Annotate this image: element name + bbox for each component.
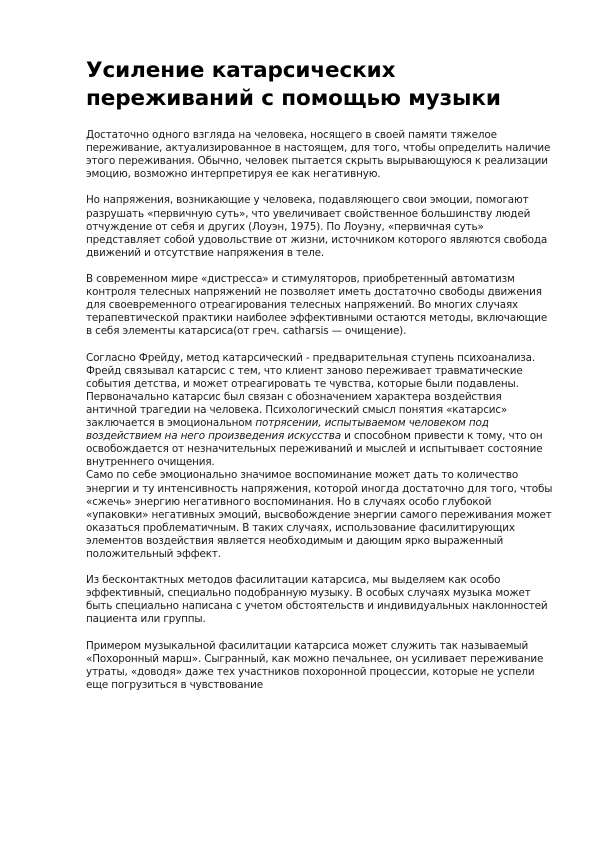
- paragraph-3: В современном мире «дистресса» и стимуляторов, приобретенный автоматизм контроля телесных напряжений не позволяет иметь достаточно свободы движения для своевременного отреагирования телесных напряжений. Во многих случаях терапевтической практики наиболее эффективными остаются методы, включающие в себя элементы катарсиса(от греч. catharsis — очищение).: [86, 273, 548, 338]
- title-line-1: Усиление катарсических: [86, 58, 396, 83]
- paragraph-4-text-a: Согласно Фрейду, метод катарсический - предварительная ступень психоанализа. Фрейд связывал катарсис с тем, что клиент заново переживает травматические события детства, и может отреагировать те чувства, которые были подавлены. Первоначально катарсис был связан с обозначением характера воздействия античной трагедии на человека. Психологический смысл понятия «катарсис» заключается в эмоциональном: [86, 351, 536, 430]
- paragraph-4-emphasis: потрясении, испытываемом человеком под воздействием на него произведения искусства: [86, 417, 489, 443]
- page-title: [86, 57, 555, 113]
- title-line-2: переживаний с помощью музыки: [86, 86, 501, 111]
- paragraph-1: Достаточно одного взгляда на человека, носящего в своей памяти тяжелое переживание, актуализированное в настоящем, для того, чтобы определить наличие этого переживания. Обычно, человек пытается скрыть вырывающуюся к реализации эмоцию, возможно интерпретируя ее как негативную.: [86, 129, 551, 181]
- paragraph-6: Из бесконтактных методов фасилитации катарсиса, мы выделяем как особо эффективный, специально подобранную музыку. В особых случаях музыка может быть специально написана с учетом обстоятельств и индивидуальных наклонностей пациента или группы.: [86, 574, 548, 626]
- paragraph-5: Само по себе эмоционально значимое воспоминание может дать то количество энергии и ту интенсивность напряжения, которой иногда достаточно для того, чтобы «сжечь» энергию негативного воспоминания. Но в случаях особо глубокой «упаковки» негативных эмоций, высвобождение энергии самого переживания может оказаться проблематичным. В таких случаях, использование фасилитирующих элементов воздействия является необходимым и дающим ярко выраженный положительный эффект.: [86, 469, 553, 560]
- paragraph-4-text-b: и способном привести к тому, что он освобождается от незначительных переживаний и мыслей и испытывает состояние внутреннего очищения.: [86, 430, 543, 469]
- paragraph-2: Но напряжения, возникающие у человека, подавляющего свои эмоции, помогают разрушать «первичную суть», что увеличивает свойственное большинству людей отчуждение от себя и других (Лоуэн, 1975). По Лоуэну, «первичная суть» представляет собой удовольствие от жизни, источником которого являются свобода движений и отсутствие напряжения в теле.: [86, 194, 548, 259]
- paragraph-7: Примером музыкальной фасилитации катарсиса может служить так называемый «Похоронный марш». Сыгранный, как можно печальнее, он усиливает переживание утраты, «доводя» даже тех участников похоронной процессии, которые не успели еще погрузиться в чувствование: [86, 639, 544, 691]
- paragraph-4: [86, 352, 555, 470]
